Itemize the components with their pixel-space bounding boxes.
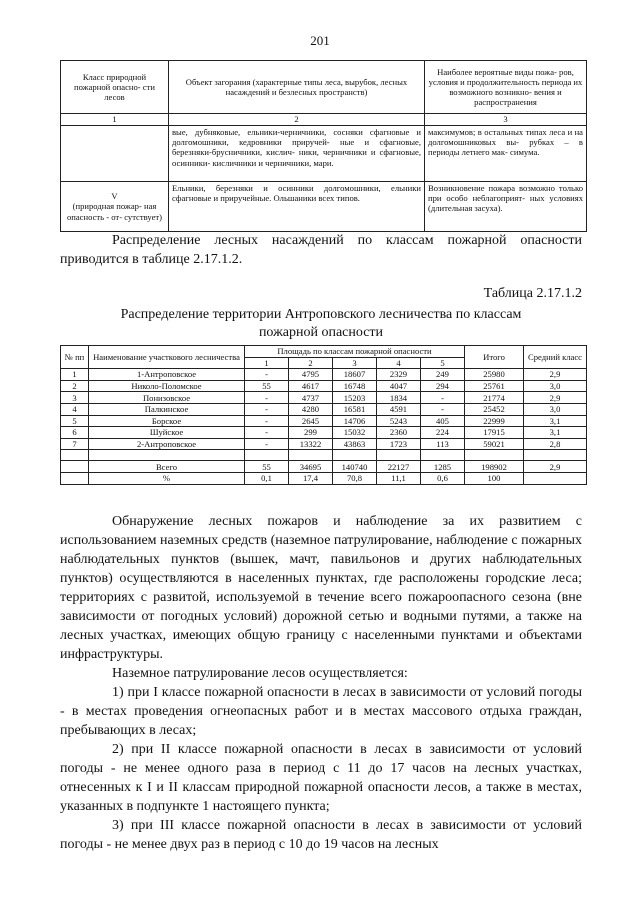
t2-cell-c1: - (245, 369, 289, 381)
t1-r2-object: Ельники, березняки и осинники долгомошники, ельники сфагновые и приручейные. Ольшаники всех типов. (169, 182, 425, 232)
t2-cell-name: Шуйское (89, 427, 245, 439)
paragraph-detection: Обнаружение лесных пожаров и наблюдение за их развитием с использованием наземных средств (наземное патрулирование, наблюдение с пожарных наблюдательных пунктов (вышек, мачт, павильонов и других наблюдательных пунктов) осуществляются в населенных пунктах, где расположены городские леса; территориях с развитой, используемой в течение всего пожароопасного сезона (вне зависимости от погодных условий) дорожной сетью и водными путями, а также на лесных участках, имеющих общую границу с населенными пунктами и объектами инфраструктуры. (60, 514, 582, 662)
t2-cell-c5: - (421, 403, 465, 415)
t2-cell-n: 7 (61, 438, 89, 450)
t2-cell-c3: 16748 (333, 380, 377, 392)
t2-cell-n: 2 (61, 380, 89, 392)
t2-cell-c4: 4591 (377, 403, 421, 415)
table-row (61, 369, 587, 381)
t2-cell-total: 25980 (465, 369, 524, 381)
t2-header-area: Площадь по классам пожарной опасности (245, 346, 465, 358)
forestry-distribution-table (60, 345, 587, 485)
t2-cell-total: 25452 (465, 403, 524, 415)
t2-cell-c1: 55 (245, 380, 289, 392)
t2-cell-c3: 43863 (333, 438, 377, 450)
t2-cell-c5: - (421, 392, 465, 404)
t2-cell-avg: 2,8 (524, 438, 587, 450)
table-title-line1: Распределение территории Антроповского лесничества по классам (120, 307, 522, 322)
t2-header-class: 2 (289, 357, 333, 369)
t2-header-class: 3 (333, 357, 377, 369)
paragraph-item-2: 2) при II классе пожарной опасности в лесах в зависимости от условий погоды - не менее одного раза в период с 11 до 17 часов на лесных участках, отнесенных к I и II классам природной пожарной опасности лесов, а также в местах, указанных в подпункте 1 настоящего пункта; (60, 742, 582, 814)
t2-cell-total: 21774 (465, 392, 524, 404)
t2-cell-total: 22999 (465, 415, 524, 427)
t2-cell-c4: 4047 (377, 380, 421, 392)
t2-cell-avg: 3,0 (524, 380, 587, 392)
t1-colnum: 2 (169, 114, 425, 126)
t2-cell-avg: 3,0 (524, 403, 587, 415)
t2-cell-avg: 3,1 (524, 415, 587, 427)
t2-cell-c1: - (245, 403, 289, 415)
t2-total-c2: 34695 (289, 461, 333, 473)
t1-colnum: 1 (61, 114, 169, 126)
t2-cell-n: 6 (61, 427, 89, 439)
t2-header-num: № пп (61, 346, 89, 369)
t2-cell-c4: 2329 (377, 369, 421, 381)
t1-header-class: Класс природной пожарной опасно- сти лесов (61, 61, 169, 114)
t2-cell-c5: 294 (421, 380, 465, 392)
t2-cell-c2: 4617 (289, 380, 333, 392)
t2-pct-label: % (89, 472, 245, 484)
t2-pct-row (61, 472, 587, 484)
t2-total-avg: 2,9 (524, 461, 587, 473)
t2-cell-c5: 113 (421, 438, 465, 450)
t2-pct-sum: 100 (465, 472, 524, 484)
t2-cell-c4: 5243 (377, 415, 421, 427)
t2-cell-c3: 15203 (333, 392, 377, 404)
paragraph-item-3: 3) при III классе пожарной опасности в лесах в зависимости от условий погоды - не менее двух раз в период с 10 до 19 часов на лесных (60, 818, 582, 852)
t2-cell-name: 1-Антроповское (89, 369, 245, 381)
t2-gap-row (61, 450, 587, 461)
t2-cell-name: Понизовское (89, 392, 245, 404)
t2-cell-c5: 224 (421, 427, 465, 439)
t1-r1-fires: максимумов; в остальных типах леса и на долгомошниковых вы- рубках – в периоды летнего мак- симума. (425, 126, 587, 182)
paragraph-item-1: 1) при I классе пожарной опасности в лесах в зависимости от условий погоды - в местах проведения огнеопасных работ и в местах массового отдыха граждан, пребывающих в лесах; (60, 685, 582, 738)
t2-cell-avg: 2,9 (524, 369, 587, 381)
t2-cell-c4: 1723 (377, 438, 421, 450)
t2-pct-c4: 11,1 (377, 472, 421, 484)
table-row (61, 392, 587, 404)
t2-cell-c3: 14706 (333, 415, 377, 427)
t2-cell-n: 3 (61, 392, 89, 404)
t2-cell-total: 17915 (465, 427, 524, 439)
t2-header-class: 4 (377, 357, 421, 369)
t1-header-fires: Наиболее вероятные виды пожа- ров, условия и продолжительность периода их возможного возникно- вения и распространения (425, 61, 587, 114)
t2-header-class: 1 (245, 357, 289, 369)
t1-r2-class (61, 182, 169, 232)
t2-cell-total: 59021 (465, 438, 524, 450)
t2-cell-n: 5 (61, 415, 89, 427)
paragraph-distribution: Распределение лесных насаждений по классам пожарной опасности приводится в таблице 2.17.1.2. (60, 233, 582, 267)
t1-colnum: 3 (425, 114, 587, 126)
t2-cell-c4: 1834 (377, 392, 421, 404)
paragraph-patrol-intro: Наземное патрулирование лесов осуществляется: (112, 666, 408, 681)
table-caption: Таблица 2.17.1.2 (483, 286, 582, 301)
t2-cell-c1: - (245, 415, 289, 427)
t2-body (61, 369, 587, 450)
t1-r1-class (61, 126, 169, 182)
t2-cell-name: Николо-Поломское (89, 380, 245, 392)
t2-cell-n: 4 (61, 403, 89, 415)
t2-cell-c2: 13322 (289, 438, 333, 450)
table-title-line2: пожарной опасности (258, 325, 384, 340)
t2-pct-avg (524, 472, 587, 484)
t2-cell-c3: 16581 (333, 403, 377, 415)
table-row (61, 415, 587, 427)
t1-r2-class-text: (природная пожар- ная опасность - от- сутствует) (66, 201, 163, 222)
table-row (61, 403, 587, 415)
t2-cell-avg: 3,1 (524, 427, 587, 439)
table-row (61, 438, 587, 450)
t1-r1-object: вые, дубняковые, ельники-черничники, сосняки сфагновые и долгомошники, кедровники приручей- ные и сфагновые, березняки-брусничники, кислич- ники, черничники и сфагновые, осинники- кисличники и черничники, мари. (169, 126, 425, 182)
t2-cell-name: Борское (89, 415, 245, 427)
page-number: 201 (310, 33, 330, 48)
t2-cell-n: 1 (61, 369, 89, 381)
table-row (61, 427, 587, 439)
t2-cell-c5: 249 (421, 369, 465, 381)
t2-total-c3: 140740 (333, 461, 377, 473)
t2-pct-c2: 17,4 (289, 472, 333, 484)
t2-cell-c5: 405 (421, 415, 465, 427)
t2-total-c1: 55 (245, 461, 289, 473)
t2-cell-name: 2-Антроповское (89, 438, 245, 450)
t2-pct-c3: 70,8 (333, 472, 377, 484)
t2-total-row (61, 461, 587, 473)
t2-cell-c1: - (245, 438, 289, 450)
table-title (60, 306, 582, 342)
t2-cell-c1: - (245, 392, 289, 404)
t2-cell-c2: 4280 (289, 403, 333, 415)
t1-r2-fires: Возникновение пожара возможно только при особо неблагоприят- ных условиях (длительная засуха). (425, 182, 587, 232)
fire-hazard-class-table (60, 60, 587, 232)
body-text (60, 512, 582, 854)
t2-cell-c2: 299 (289, 427, 333, 439)
t1-header-object: Объект загорания (характерные типы леса, вырубок, лесных насаждений и безлесных пространств) (169, 61, 425, 114)
t2-cell-c3: 18607 (333, 369, 377, 381)
t2-cell-c1: - (245, 427, 289, 439)
t2-header-avg: Средний класс (524, 346, 587, 369)
t2-header-name: Наименование участкового лесничества (89, 346, 245, 369)
t2-cell-c2: 4795 (289, 369, 333, 381)
t2-header-class: 5 (421, 357, 465, 369)
table-row (61, 380, 587, 392)
t2-total-label: Всего (89, 461, 245, 473)
t2-cell-c3: 15032 (333, 427, 377, 439)
t2-cell-c2: 2645 (289, 415, 333, 427)
t2-total-c4: 22127 (377, 461, 421, 473)
t2-pct-c5: 0,6 (421, 472, 465, 484)
t2-total-c5: 1285 (421, 461, 465, 473)
t2-cell-total: 25761 (465, 380, 524, 392)
t1-r2-class-num: V (111, 191, 118, 202)
t2-cell-name: Палкинское (89, 403, 245, 415)
t2-total-sum: 198902 (465, 461, 524, 473)
t2-pct-c1: 0,1 (245, 472, 289, 484)
t2-cell-avg: 2,9 (524, 392, 587, 404)
t2-cell-c2: 4737 (289, 392, 333, 404)
t2-header-total: Итого (465, 346, 524, 369)
t2-cell-c4: 2360 (377, 427, 421, 439)
